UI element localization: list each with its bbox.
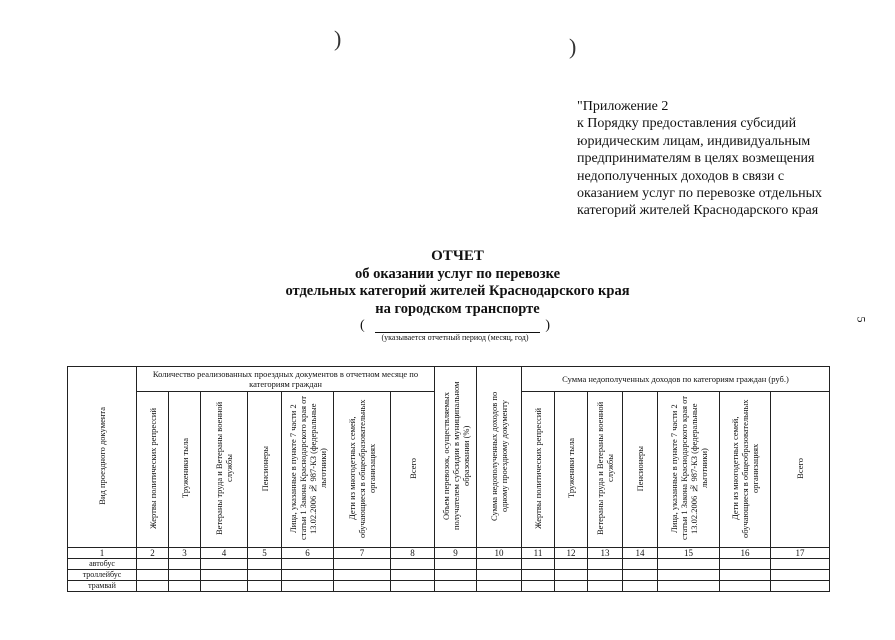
table-cell [588,559,623,570]
table-cell [720,581,771,592]
table-cell [334,581,391,592]
table-cell [588,570,623,581]
column-number: 4 [201,548,248,559]
header-qty-veterans: Ветераны труда и Ветераны военной службы [201,392,248,548]
table-cell [137,570,169,581]
page-number: 5 [854,316,869,323]
appendix-line: юридическим лицам, индивидуальным [577,133,811,149]
column-number: 12 [555,548,588,559]
report-table [67,366,830,592]
table-cell [391,570,435,581]
header-volume: Объем перевозок, осуществляемых получателем субсидии в муниципальном образовании (%) [435,367,477,548]
table-cell [623,559,658,570]
header-qty-total: Всего [391,392,435,548]
table-cell [555,559,588,570]
header-qty-children: Дети из многодетных семей, обучающиеся в общеобразовательных организациях [334,392,391,548]
header-doc-type: Вид проездного документа [68,367,137,548]
table-cell [477,570,522,581]
table-cell [658,570,720,581]
table-cell [137,581,169,592]
table-cell [248,581,282,592]
table-cell [169,559,201,570]
table-cell [334,559,391,570]
appendix-line: к Порядку предоставления субсидий [577,116,797,132]
row-label-bus: автобус [68,559,137,570]
table-cell [201,559,248,570]
column-number: 15 [658,548,720,559]
table-cell [771,581,830,592]
column-number: 7 [334,548,391,559]
header-qty-repressed: Жертвы политических репрессий [137,392,169,548]
column-number: 1 [68,548,137,559]
header-sum-per-doc: Сумма недополученных доходов по одному проездному документу [477,367,522,548]
report-subtitle-line: на городском транспорте [375,300,540,317]
table-cell [623,581,658,592]
table-cell [435,570,477,581]
column-number: 9 [435,548,477,559]
header-qty-home-front: Труженики тыла [169,392,201,548]
report-title-block [230,248,685,318]
column-number: 6 [282,548,334,559]
appendix-line: "Приложение 2 [577,99,669,114]
table-cell [334,570,391,581]
header-sum-pensioners: Пенсионеры [623,392,658,548]
column-number: 17 [771,548,830,559]
table-cell [555,581,588,592]
table-cell [248,559,282,570]
appendix-line: категорий жителей Краснодарского края [577,203,819,219]
appendix-line: предпринимателям в целях возмещения [577,151,815,167]
column-number: 14 [623,548,658,559]
report-subtitle-line: об оказании услуг по перевозке [354,265,561,282]
table-cell [201,581,248,592]
table-cell [588,581,623,592]
column-number: 13 [588,548,623,559]
header-group-sum: Сумма недополученных доходов по категориям граждан (руб.) [522,367,830,392]
scan-mark-left: ) [334,26,342,51]
table-cell [137,559,169,570]
column-number: 8 [391,548,435,559]
table-cell [720,559,771,570]
table-cell [522,559,555,570]
table-cell [282,581,334,592]
table-cell [169,581,201,592]
table-cell [477,581,522,592]
table-row [68,559,830,570]
table-cell [435,581,477,592]
table-cell [771,559,830,570]
header-sum-children: Дети из многодетных семей, обучающиеся в общеобразовательных организациях [720,392,771,548]
column-number: 5 [248,548,282,559]
header-group-quantity: Количество реализованных проездных документов в отчетном месяце по категориям граждан [137,367,435,392]
table-cell [771,570,830,581]
column-number: 3 [169,548,201,559]
header-sum-home-front: Труженики тыла [555,392,588,548]
header-sum-federal: Лица, указанные в пункте 7 части 2 статьи 1 Закона Краснодарского края от 13.02.2006 № 987-КЗ (федеральные льготники) [658,392,720,548]
table-cell [391,581,435,592]
table-cell [623,570,658,581]
table-cell [522,570,555,581]
appendix-block [577,98,877,220]
table-cell [248,570,282,581]
table-cell [201,570,248,581]
table-cell [169,570,201,581]
row-label-tram: трамвай [68,581,137,592]
table-row [68,570,830,581]
period-open: ( [360,318,365,333]
table-cell [522,581,555,592]
period-note: (указывается отчетный период (месяц, год) [381,333,529,342]
table-cell [658,559,720,570]
table-cell [658,581,720,592]
table-cell [282,559,334,570]
header-sum-total: Всего [771,392,830,548]
appendix-line: недополученных доходов в связи с [577,168,785,184]
column-number: 16 [720,548,771,559]
appendix-line: оказанием услуг по перевозке отдельных [577,186,823,202]
column-number: 10 [477,548,522,559]
scan-mark-right: ) [569,34,577,59]
report-title: ОТЧЕТ [431,248,484,264]
report-subtitle-line: отдельных категорий жителей Краснодарского края [285,283,630,299]
row-label-trolleybus: троллейбус [68,570,137,581]
header-sum-veterans: Ветераны труда и Ветераны военной службы [588,392,623,548]
table-cell [282,570,334,581]
header-qty-pensioners: Пенсионеры [248,392,282,548]
table-cell [435,559,477,570]
header-sum-repressed: Жертвы политических репрессий [522,392,555,548]
table-row [68,581,830,592]
table-cell [555,570,588,581]
column-number: 11 [522,548,555,559]
period-close: ) [545,318,550,333]
table-cell [391,559,435,570]
table-cell [720,570,771,581]
table-cell [477,559,522,570]
header-qty-federal: Лица, указанные в пункте 7 части 2 статьи 1 Закона Краснодарского края от 13.02.2006 № 987-КЗ (федеральные льготники) [282,392,334,548]
column-number: 2 [137,548,169,559]
